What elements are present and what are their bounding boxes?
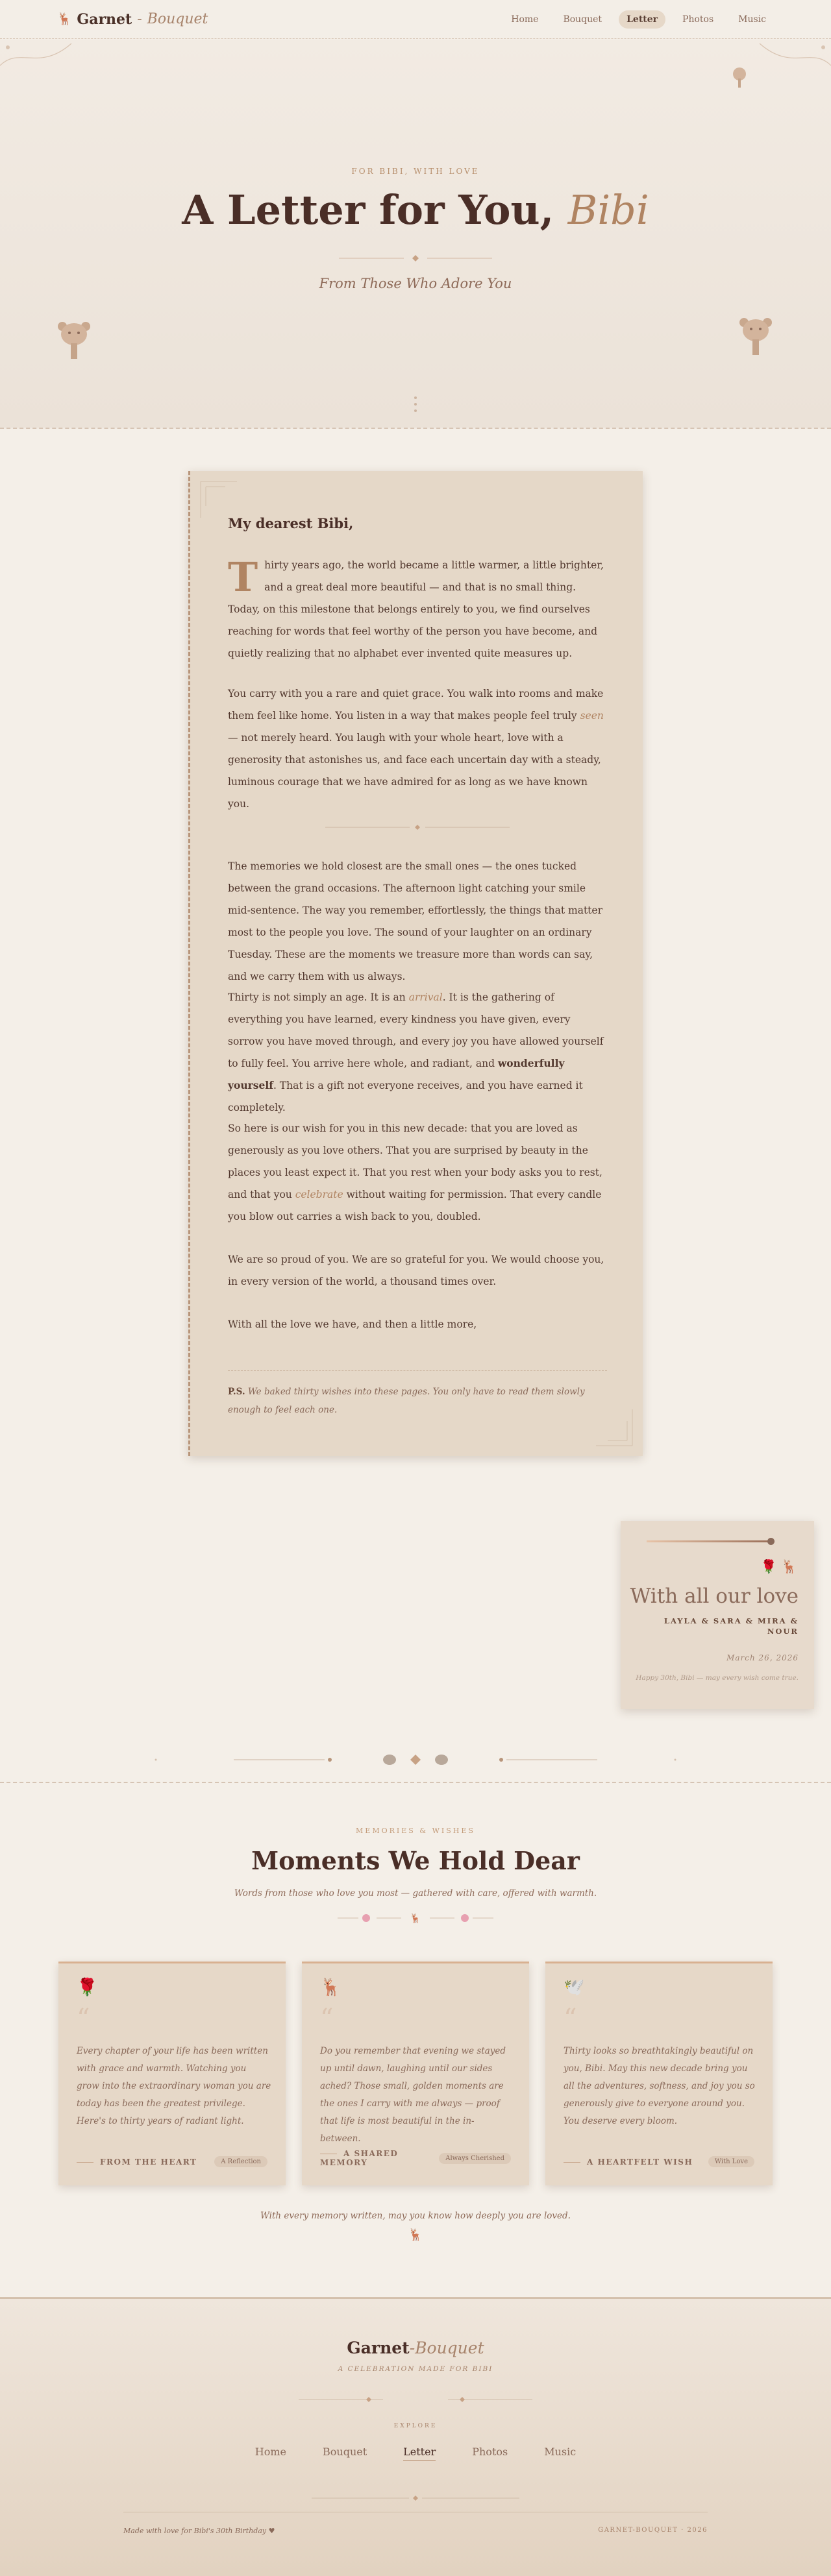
letter-card bbox=[188, 471, 643, 1456]
footer-copyright: GARNET-BOUQUET · 2026 bbox=[598, 2527, 708, 2534]
top-nav bbox=[0, 0, 831, 39]
brand-sub: Bouquet bbox=[147, 11, 208, 27]
moment-tag: A Reflection bbox=[214, 2156, 267, 2167]
footer-brand-main: Garnet bbox=[347, 2339, 410, 2357]
tree-icon bbox=[730, 67, 749, 89]
footer-tagline: A CELEBRATION MADE FOR BIBI bbox=[338, 2365, 493, 2373]
signature-title: With all our love bbox=[630, 1585, 799, 1608]
quote-mark-icon: “ bbox=[77, 2004, 90, 2034]
moment-text: Thirty looks so breathtakingly beautiful on you, Bibi. May this new decade bring you all the adventures, softness, and joy you so generously give to everyone around you. You deserve every bloom. bbox=[564, 2046, 755, 2126]
nav-link-photos[interactable]: Photos bbox=[682, 14, 714, 25]
footer-divider bbox=[286, 2494, 545, 2503]
drop-cap: T bbox=[228, 553, 258, 601]
rose-deer-icon: 🌹 🦌 bbox=[760, 1559, 797, 1574]
corner-vine-icon bbox=[0, 40, 78, 85]
emphasis: celebrate bbox=[295, 1189, 343, 1200]
letter-greeting: My dearest Bibi, bbox=[228, 515, 354, 531]
moment-tag: Always Cherished bbox=[439, 2153, 511, 2164]
text-run: without waiting for permission. That every candle you blow out carries a wish back to you, doubled. bbox=[228, 1189, 602, 1222]
ps-text: We baked thirty wishes into these pages. You only have to read them slowly enough to feel each one. bbox=[228, 1387, 585, 1415]
teddy-bear-icon bbox=[736, 315, 775, 356]
footer-link-letter[interactable]: Letter bbox=[403, 2446, 436, 2461]
footer-link-photos[interactable]: Photos bbox=[472, 2446, 508, 2458]
moment-card bbox=[545, 1962, 773, 2185]
ps-label: P.S. bbox=[228, 1387, 245, 1397]
nav-link-letter[interactable]: Letter bbox=[619, 10, 665, 29]
text-run: You carry with you a rare and quiet grace. You walk into rooms and make them feel like home. You listen in a way that makes people feel truly bbox=[228, 688, 604, 722]
letter-closing: With all the love we have, and then a little more, bbox=[228, 1318, 477, 1330]
moment-text: Do you remember that evening we stayed up until dawn, laughing until our sides ached? Those small, golden moments are the ones I carry with me always — proof that life is most beautiful in the in-between. bbox=[320, 2046, 506, 2144]
ornament-divider bbox=[0, 1747, 831, 1773]
footer-link-home[interactable]: Home bbox=[254, 2446, 287, 2458]
moment-tag: With Love bbox=[708, 2156, 754, 2167]
letter-divider bbox=[228, 823, 607, 831]
quote-mark-icon: “ bbox=[564, 2004, 577, 2034]
moment-label: A HEARTFELT WISH bbox=[564, 2157, 693, 2167]
footer-links bbox=[0, 2446, 831, 2461]
corner-vine-icon bbox=[753, 40, 831, 85]
hero-title-prefix: A Letter for You, bbox=[182, 186, 554, 234]
scroll-indicator bbox=[413, 395, 418, 415]
dove-icon: 🕊️ bbox=[564, 1978, 585, 1997]
signature-card bbox=[621, 1521, 814, 1709]
deer-icon: 🦌 bbox=[57, 12, 72, 26]
hero-kicker: FOR BIBI, WITH LOVE bbox=[351, 167, 480, 176]
footer-made-with: Made with love for Bibi's 30th Birthday ♥ bbox=[123, 2527, 275, 2535]
nav-links bbox=[503, 10, 774, 29]
footer-bottom bbox=[123, 2512, 708, 2535]
hero-subtitle: From Those Who Adore You bbox=[319, 276, 512, 291]
rose-icon: 🌹 bbox=[77, 1978, 98, 1997]
letter-paragraph: We are so proud of you. We are so grateful for you. We would choose you, in every version of the world, a thousand times over. bbox=[228, 1254, 604, 1287]
moment-footer bbox=[77, 2156, 267, 2167]
ribbon-dot bbox=[767, 1538, 775, 1545]
text-run: . It is the gathering of everything you have learned, every kindness you have given, every sorrow you have moved through, and every joy you have allowed yourself to fully feel. You arrive here whole, and radiant, and bbox=[228, 991, 604, 1069]
text-run: . That is a gift not everyone receives, and you have earned it completely. bbox=[228, 1080, 583, 1113]
moments-divider bbox=[325, 1910, 506, 1926]
moment-card bbox=[58, 1962, 286, 2185]
signature-names: LAYLA & SARA & MIRA & NOUR bbox=[664, 1616, 799, 1636]
hero-divider bbox=[332, 254, 499, 262]
moment-label: A SHARED MEMORY bbox=[320, 2149, 417, 2167]
letter-paragraph: The memories we hold closest are the small ones — the ones tucked between the grand occasions. The afternoon light catching your smile mid-sentence. The way you remember, effortlessly, the things that matter most to the people you love. The sound of your laughter on an ordinary Tuesday. These are the moments we treasure more than words can say, and we carry them with us always. bbox=[228, 860, 602, 982]
letter-paragraph-text: hirty years ago, the world became a little warmer, a little brighter, and a great deal more beautiful — and that is no small thing. Today, on this milestone that belongs entirely to you, we find ourselves reaching for words that feel worthy of the person you have become, and quietly realizing that no alphabet ever invented quite measures up. bbox=[228, 559, 604, 659]
moment-footer bbox=[564, 2156, 754, 2167]
footer-divider bbox=[286, 2395, 545, 2404]
brand-separator: - bbox=[137, 11, 142, 27]
moment-footer bbox=[320, 2149, 511, 2167]
emphasis: seen bbox=[580, 710, 604, 722]
moment-card bbox=[302, 1962, 529, 2185]
moments-closing: With every memory written, may you know how deeply you are loved. bbox=[260, 2211, 571, 2221]
letter-paragraph bbox=[228, 986, 607, 1119]
teddy-bear-icon bbox=[55, 319, 93, 360]
footer-brand-sub: Bouquet bbox=[415, 2339, 484, 2357]
nav-link-bouquet[interactable]: Bouquet bbox=[563, 14, 602, 25]
quote-mark-icon: “ bbox=[320, 2004, 334, 2034]
signature-ribbon bbox=[647, 1540, 771, 1542]
signature-date: March 26, 2026 bbox=[726, 1653, 799, 1662]
moments-subtitle: Words from those who love you most — gathered with care, offered with warmth. bbox=[234, 1888, 597, 1899]
footer-link-bouquet[interactable]: Bouquet bbox=[323, 2446, 367, 2458]
moments-kicker: MEMORIES & WISHES bbox=[356, 1827, 475, 1835]
text-run: Thirty is not simply an age. It is an bbox=[228, 991, 409, 1003]
hero-title-name: Bibi bbox=[567, 186, 649, 234]
hero-title bbox=[0, 186, 831, 234]
ornament-band bbox=[0, 1739, 831, 1783]
nav-link-music[interactable]: Music bbox=[738, 14, 766, 25]
moment-text: Every chapter of your life has been written with grace and warmth. Watching you grow into the extraordinary woman you are today has been the greatest privilege. Here's to thirty years of radiant light. bbox=[77, 2046, 271, 2126]
text-run: So here is our wish for you in this new decade: that you are loved as generously as you love others. That you are surprised by beauty in the places you least expect it. That you rest when your body asks you to rest, and that you bbox=[228, 1123, 602, 1200]
footer-brand[interactable] bbox=[0, 2339, 831, 2357]
footer-explore-label: EXPLORE bbox=[393, 2423, 438, 2429]
letter-paragraph bbox=[228, 1117, 607, 1228]
strong-text: wonderfully yourself bbox=[228, 1057, 565, 1091]
svg-text:🦌: 🦌 bbox=[410, 1914, 421, 1924]
emphasis: arrival bbox=[408, 991, 443, 1003]
footer-link-music[interactable]: Music bbox=[544, 2446, 577, 2458]
footer-brand-sep: - bbox=[409, 2339, 416, 2357]
brand-main: Garnet bbox=[77, 10, 132, 28]
moment-label: FROM THE HEART bbox=[77, 2157, 197, 2167]
letter-paragraph bbox=[228, 554, 607, 664]
footer bbox=[0, 2297, 831, 2576]
nav-link-home[interactable]: Home bbox=[511, 14, 539, 25]
letter-paragraph bbox=[228, 683, 607, 815]
brand-logo[interactable] bbox=[57, 11, 208, 28]
deer-icon: 🦌 bbox=[320, 1978, 341, 1997]
hero-section bbox=[0, 40, 831, 429]
moments-title: Moments We Hold Dear bbox=[251, 1846, 580, 1875]
postscript bbox=[228, 1370, 607, 1419]
lace-corner-icon bbox=[199, 480, 238, 519]
signature-wish: Happy 30th, Bibi — may every wish come true. bbox=[636, 1674, 799, 1682]
text-run: — not merely heard. You laugh with your whole heart, love with a generosity that astonishes us, and face each uncertain day with a steady, luminous courage that we have admired for as long as we have known you. bbox=[228, 732, 601, 810]
deer-icon: 🦌 bbox=[408, 2228, 423, 2242]
